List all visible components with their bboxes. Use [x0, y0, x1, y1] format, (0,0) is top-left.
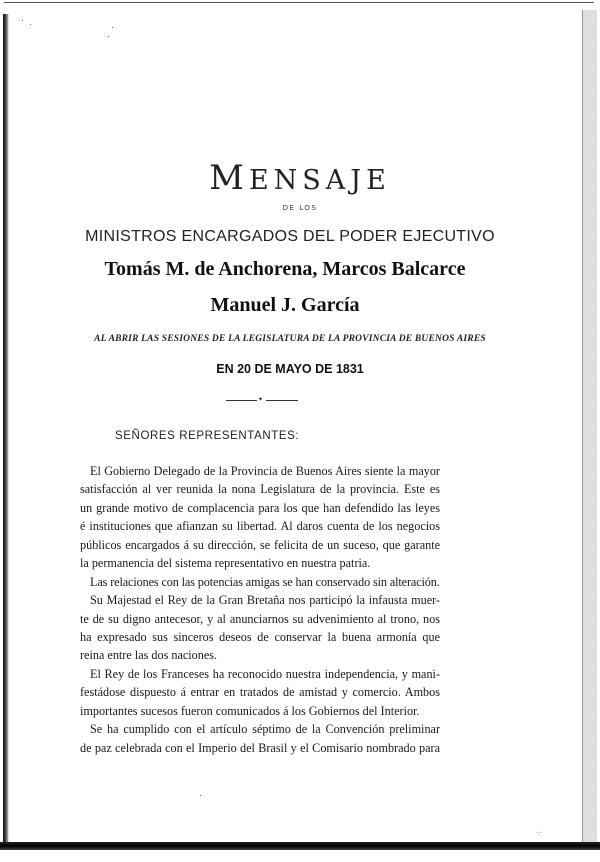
body-line: de paz celebrada con el Imperio del Brasil y el Comisario nombrado para — [80, 740, 440, 755]
body-line: Su Majestad el Rey de la Gran Bretaña nos participó la infausta muer- — [90, 593, 440, 608]
body-line: ha expresado sus sinceros deseos de conservar la buena armonía que — [80, 629, 440, 644]
scan-bottom-edge — [0, 842, 600, 850]
scan-left-edge — [3, 14, 9, 850]
scan-speck — [22, 20, 23, 21]
body-line: te de su digno antecesor, y al anunciarnos su advenimiento al trono, nos — [80, 611, 440, 626]
body-line: la permanencia del sistema representativo en nuestra patria. — [80, 556, 371, 571]
de-los-label: DE LOS — [282, 204, 318, 212]
body-line: é instituciones que afianzan su libertad. Al daros cuenta de los negocios — [80, 519, 440, 534]
scan-speck — [30, 24, 31, 25]
scan-corner-mark: ·:· — [536, 830, 542, 837]
body-text — [80, 462, 440, 757]
title-initial: M — [209, 158, 249, 198]
body-line: un grande motivo de complacencia para los que han defendido las leyes — [80, 500, 440, 515]
scan-right-edge — [582, 10, 597, 848]
body-line: públicos encargados á su dirección, se felicita de un suceso, que garante — [80, 537, 440, 552]
occasion-line: AL ABRIR LAS SESIONES DE LA LEGISLATURA DE LA PROVINCIA DE BUENOS AIRES — [94, 334, 486, 344]
salutation: SEÑORES REPRESENTANTES: — [115, 430, 300, 442]
title-rest: ENSAJE — [248, 165, 391, 196]
ornament-divider — [226, 398, 298, 403]
ministers-names-line-1: Tomás M. de Anchorena, Marcos Balcarce — [104, 258, 466, 280]
ministers-names-line-2: Manuel J. García — [210, 294, 360, 316]
date-line: EN 20 DE MAYO DE 1831 — [216, 362, 364, 376]
ministros-heading: MINISTROS ENCARGADOS DEL PODER EJECUTIVO — [85, 228, 495, 245]
body-line: Se ha cumplido con el artículo séptimo de la Convención preliminar — [90, 722, 440, 737]
ornament-line-right — [266, 400, 298, 401]
body-line: importantes sucesos fueron comunicados á los Gobiernos del Interior. — [80, 703, 420, 718]
ornament-line-left — [226, 400, 257, 401]
body-line: Las relaciones con las potencias amigas se han conservado sin alteración. — [90, 574, 440, 589]
body-line: satisfacción al ver reunida la nona Legislatura de la provincia. Este es — [80, 482, 440, 497]
scan-speck — [112, 27, 113, 28]
body-line: El Gobierno Delegado de la Provincia de Buenos Aires siente la mayor — [90, 464, 440, 478]
body-line: festádose dispuesto á entrar en tratados de amistad y comercio. Ambos — [80, 685, 440, 700]
scan-top-edge — [4, 2, 594, 16]
scan-speck — [200, 795, 201, 796]
ornament-star-icon: ✦ — [258, 397, 264, 403]
document-title — [0, 158, 600, 198]
scan-speck — [108, 36, 109, 37]
body-line: El Rey de los Franceses ha reconocido nuestra independencia, y mani- — [90, 666, 440, 681]
body-line: reina entre las dos naciones. — [80, 648, 218, 663]
